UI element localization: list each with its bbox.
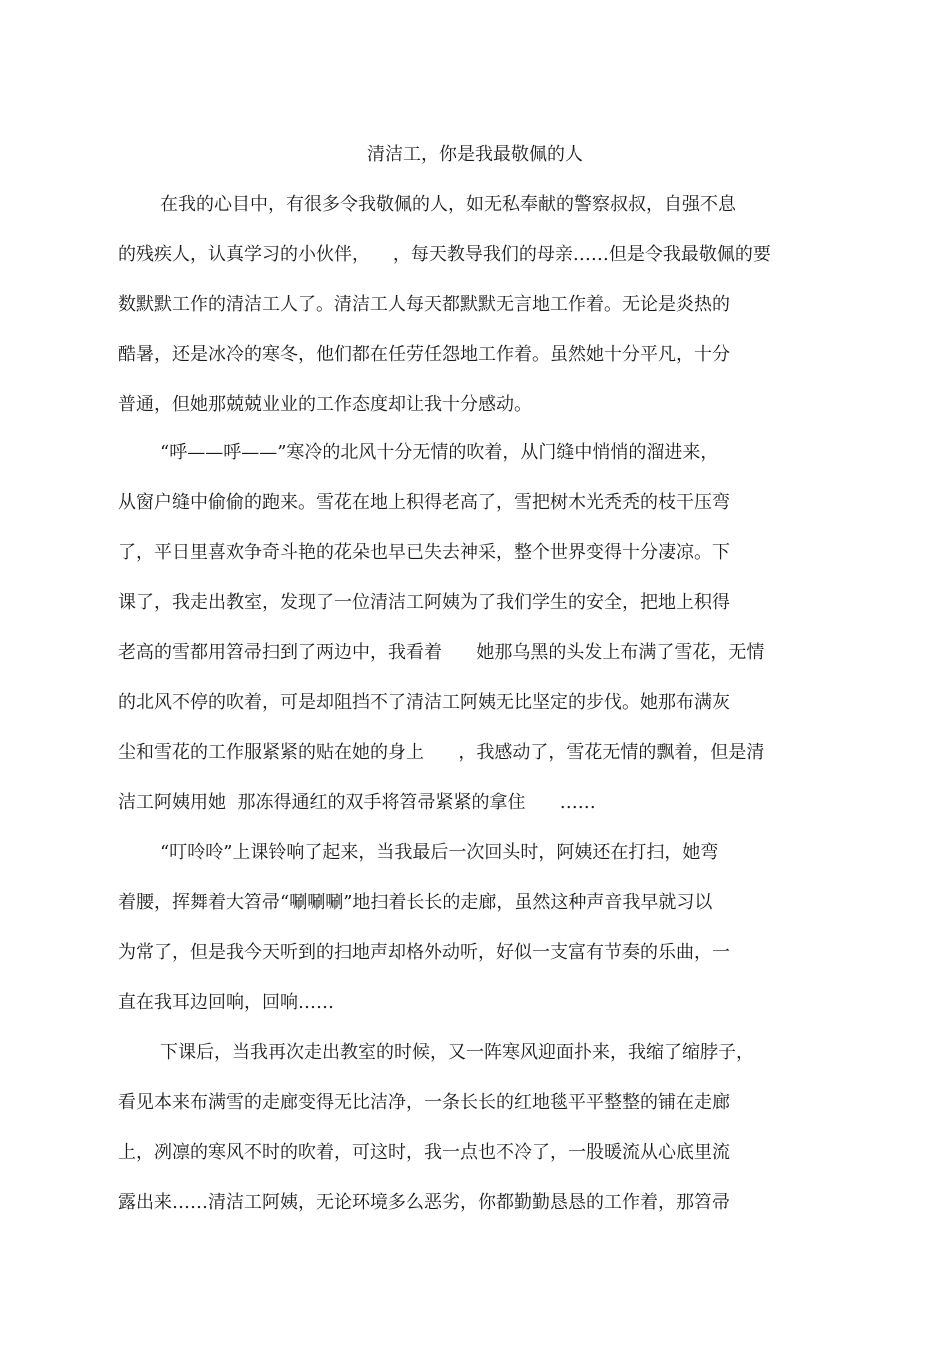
paragraph-line: 课了，我走出教室，发现了一位清洁工阿姨为了我们学生的安全，把地上积得 <box>118 592 730 613</box>
paragraph-line: 尘和雪花的工作服紧紧的贴在她的身上 ，我感动了，雪花无情的飘着，但是清 <box>118 742 765 763</box>
paragraph-line: “呼——呼——”寒冷的北风十分无情的吹着，从门缝中悄悄的溜进来， <box>160 442 719 463</box>
paragraph-line: 酷暑，还是冰冷的寒冬，他们都在任劳任怨地工作着。虽然她十分平凡，十分 <box>118 344 730 365</box>
paragraph-line: “叮呤呤”上课铃响了起来，当我最后一次回头时，阿姨还在打扫，她弯 <box>160 842 719 863</box>
paragraph-line: 为常了，但是我今天听到的扫地声却格外动听，好似一支富有节奏的乐曲，一 <box>118 942 730 963</box>
paragraph-line: 老高的雪都用笤帚扫到了两边中，我看着 她那乌黑的头发上布满了雪花，无情 <box>118 642 765 663</box>
paragraph-line: 在我的心目中，有很多令我敬佩的人，如无私奉献的警察叔叔，自强不息 <box>160 194 736 215</box>
paragraph-line: 下课后，当我再次走出教室的时候，又一阵寒风迎面扑来，我缩了缩脖子， <box>160 1042 754 1063</box>
paragraph-line: 直在我耳边回响，回响…… <box>118 992 334 1013</box>
paragraph-line: 从窗户缝中偷偷的跑来。雪花在地上积得老高了，雪把树木光秃秃的枝干压弯 <box>118 492 730 513</box>
paragraph-line: 普通，但她那兢兢业业的工作态度却让我十分感动。 <box>118 394 532 415</box>
paragraph-line: 着腰，挥舞着大笤帚“唰唰唰”地扫着长长的走廊，虽然这种声音我早就习以 <box>118 892 713 913</box>
paragraph-line: 看见本来布满雪的走廊变得无比洁净，一条长长的红地毯平平整整的铺在走廊 <box>118 1092 730 1113</box>
paragraph-line: 的残疾人，认真学习的小伙伴， ，每天教导我们的母亲……但是令我最敬佩的要 <box>118 244 771 265</box>
paragraph-line: 数默默工作的清洁工人了。清洁工人每天都默默无言地工作着。无论是炎热的 <box>118 294 730 315</box>
paragraph-line: 上，冽凛的寒风不时的吹着，可这时，我一点也不冷了，一股暖流从心底里流 <box>118 1142 730 1163</box>
paragraph-line: 洁工阿姨用她 那冻得通红的双手将笤帚紧紧的拿住 …… <box>118 792 596 813</box>
paragraph-line: 的北风不停的吹着，可是却阻挡不了清洁工阿姨无比坚定的步伐。她那布满灰 <box>118 692 730 713</box>
paragraph-line: 了，平日里喜欢争奇斗艳的花朵也早已失去神采，整个世界变得十分凄凉。下 <box>118 542 730 563</box>
document-title: 清洁工，你是我最敬佩的人 <box>367 144 583 165</box>
paragraph-line: 露出来……清洁工阿姨，无论环境多么恶劣，你都勤勤恳恳的工作着，那笤帚 <box>118 1192 730 1213</box>
